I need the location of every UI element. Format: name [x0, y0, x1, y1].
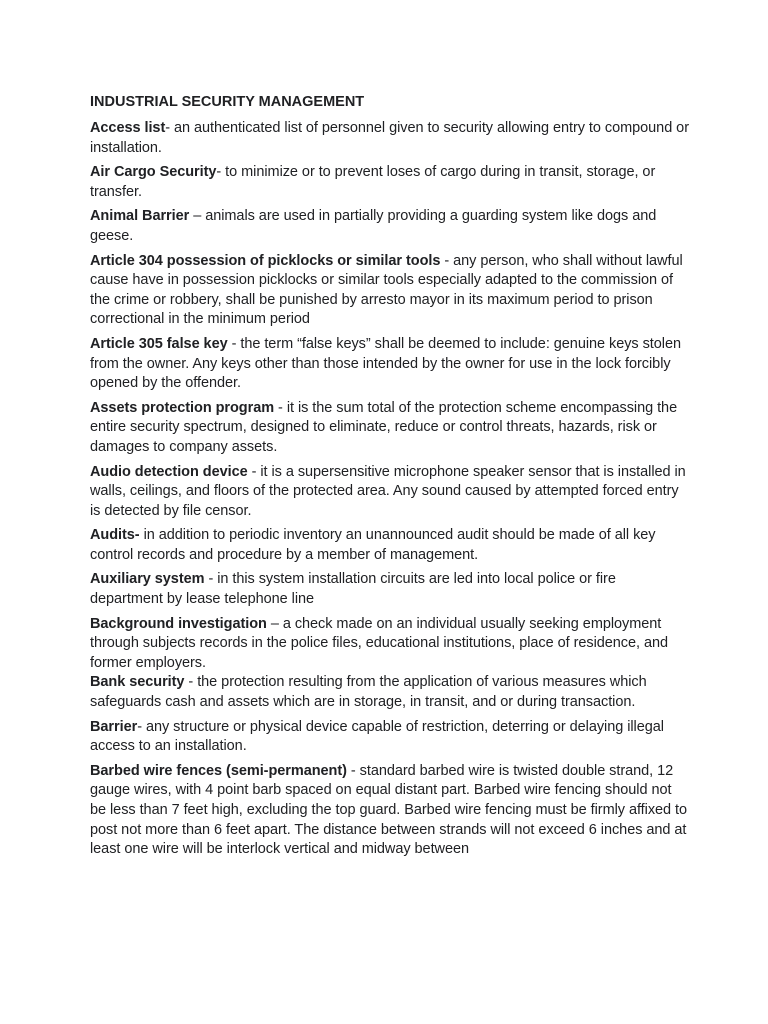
entry-definition: - standard barbed wire is twisted double strand, 12 gauge wires, with 4 point barb spaced on equal distant part. Barbed wire fencing should not be less than 7 feet high, excluding the top guard. Barbed wire fencing must be firmly affixed to post not more than 6 feet apart. The distance between strands will not exceed 6 inches and at least one wire will be interlock vertical and midway between: [90, 762, 688, 858]
document-title: INDUSTRIAL SECURITY MANAGEMENT: [90, 94, 365, 110]
entry-term: Bank security: [90, 674, 185, 691]
glossary-entry: [90, 252, 690, 330]
glossary-entry: [90, 399, 690, 458]
entry-definition: - an authenticated list of personnel given to security allowing entry to compound or installation.: [90, 120, 689, 156]
glossary-entry: [90, 526, 690, 565]
glossary-entry: [90, 762, 690, 860]
entry-definition: - the term “false keys” shall be deemed to include: genuine keys stolen from the owner. Any keys other than those intended by the owner for use in the lock forcibly opened by the offender.: [90, 335, 682, 392]
entry-term: Audits-: [90, 527, 140, 544]
document-page: [90, 93, 690, 865]
entry-definition: - any person, who shall without lawful cause have in possession picklocks or similar tools especially adapted to the commission of the crime or robbery, shall be punished by arresto mayor in its maximum period to prison correctional in the minimum period: [90, 252, 683, 328]
entry-term: Article 304 possession of picklocks or similar tools: [90, 252, 441, 269]
entry-definition: - to minimize or to prevent loses of cargo during in transit, storage, or transfer.: [90, 164, 656, 200]
entry-definition: - any structure or physical device capable of restriction, deterring or delaying illegal access to an installation.: [90, 718, 664, 755]
entry-definition: – a check made on an individual usually seeking employment through subjects records in the police files, educational institutions, place of residence, and former employers.: [90, 615, 669, 671]
entry-term: Air Cargo Security: [90, 164, 217, 181]
glossary-entry: [90, 615, 690, 674]
entry-term: Auxiliary system: [90, 571, 205, 588]
glossary-entry: [90, 718, 690, 757]
entry-term: Access list: [90, 120, 166, 136]
glossary-entry: [90, 673, 690, 712]
glossary-entry: [90, 570, 690, 609]
entry-definition: in addition to periodic inventory an unannounced audit should be made of all key control records and procedure by a member of management.: [90, 527, 656, 563]
entry-term: Article 305 false key: [90, 335, 228, 352]
glossary-entry: [90, 119, 690, 158]
entry-term: Animal Barrier: [90, 208, 190, 225]
entry-definition: - it is the sum total of the protection scheme encompassing the entire security spectrum, designed to eliminate, reduce or control threats, hazards, risk or damages to company assets.: [90, 399, 678, 455]
entry-term: Barbed wire fences (semi-permanent): [90, 762, 347, 779]
glossary-entry: [90, 463, 690, 522]
entry-definition: - in this system installation circuits are led into local police or fire department by lease telephone line: [90, 571, 616, 608]
entry-definition: - it is a supersensitive microphone speaker sensor that is installed in walls, ceilings, and floors of the protected area. Any sound caused by attempted forced entry is detected by file censor.: [90, 463, 686, 519]
glossary-entry: [90, 163, 690, 202]
entry-term: Background investigation: [90, 615, 267, 632]
entry-definition: – animals are used in partially providing a guarding system like dogs and geese.: [90, 208, 657, 244]
glossary-entry: [90, 207, 690, 246]
glossary-entry: [90, 335, 690, 394]
entry-term: Audio detection device: [90, 463, 248, 480]
entry-term: Barrier: [90, 718, 138, 735]
entry-definition: - the protection resulting from the application of various measures which safeguards cash and assets which are in storage, in transit, and or during transaction.: [90, 674, 647, 711]
entry-term: Assets protection program: [90, 399, 275, 416]
